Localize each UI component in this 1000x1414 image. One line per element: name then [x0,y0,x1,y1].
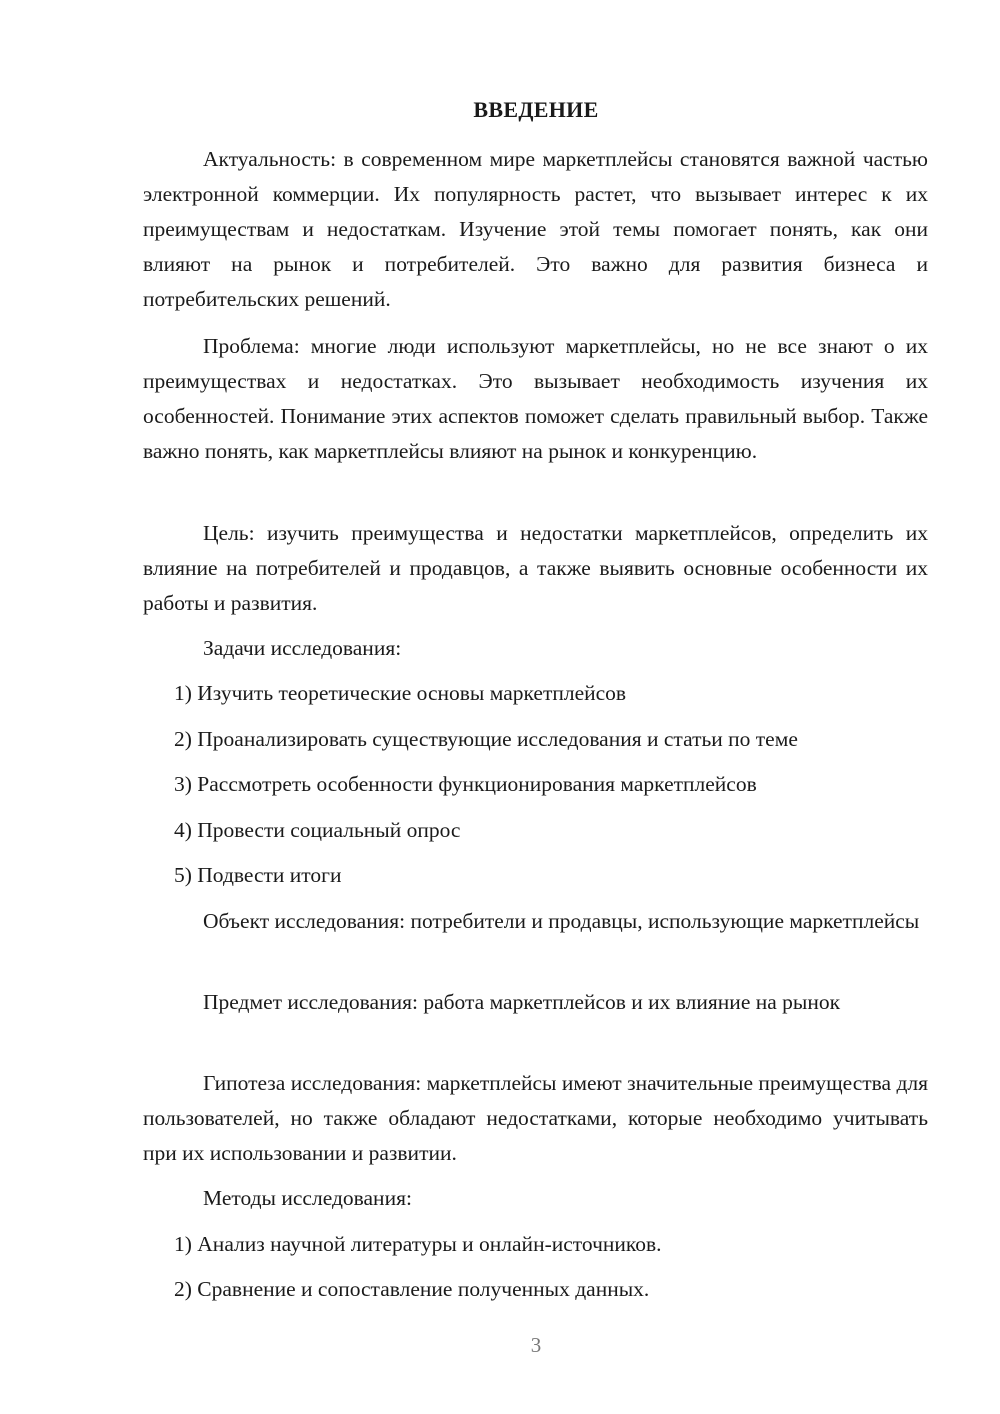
paragraph-problem: Проблема: многие люди используют маркетплейсы, но не все знают о их преимуществах и недостатках. Это вызывает необходимость изучения их особенностей. Понимание этих аспектов поможет сделать правильный выбор. Также важно понять, как маркетплейсы влияют на рынок и конкуренцию. [143,334,928,463]
task-item-3: 3) Рассмотреть особенности функционирования маркетплейсов [174,772,757,796]
methods-label: Методы исследования: [203,1186,412,1210]
task-item-5: 5) Подвести итоги [174,863,342,887]
paragraph-object: Объект исследования: потребители и продавцы, использующие маркетплейсы [203,909,920,933]
paragraph-goal: Цель: изучить преимущества и недостатки маркетплейсов, определить их влияние на потребителей и продавцов, а также выявить основные особенности их работы и развития. [143,521,928,615]
task-item-2: 2) Проанализировать существующие исследования и статьи по теме [174,727,798,751]
tasks-label: Задачи исследования: [203,636,402,660]
paragraph-hypothesis: Гипотеза исследования: маркетплейсы имеют значительные преимущества для пользователей, но также обладают недостатками, которые необходимо учитывать при их использовании и развитии. [143,1071,928,1165]
page-title: ВВЕДЕНИЕ [473,97,599,122]
task-item-1: 1) Изучить теоретические основы маркетплейсов [174,681,627,705]
task-item-4: 4) Провести социальный опрос [174,818,461,842]
page-number: 3 [530,1333,542,1357]
paragraph-relevance: Актуальность: в современном мире маркетплейсы становятся важной частью электронной коммерции. Их популярность растет, что вызывает интерес к их преимуществам и недостаткам. Изучение этой темы помогает понять, как они влияют на рынок и потребителей. Это важно для развития бизнеса и потребительских решений. [143,147,928,311]
paragraph-subject: Предмет исследования: работа маркетплейсов и их влияние на рынок [203,990,841,1014]
method-item-2: 2) Сравнение и сопоставление полученных данных. [174,1277,650,1301]
method-item-1: 1) Анализ научной литературы и онлайн-источников. [174,1232,662,1256]
